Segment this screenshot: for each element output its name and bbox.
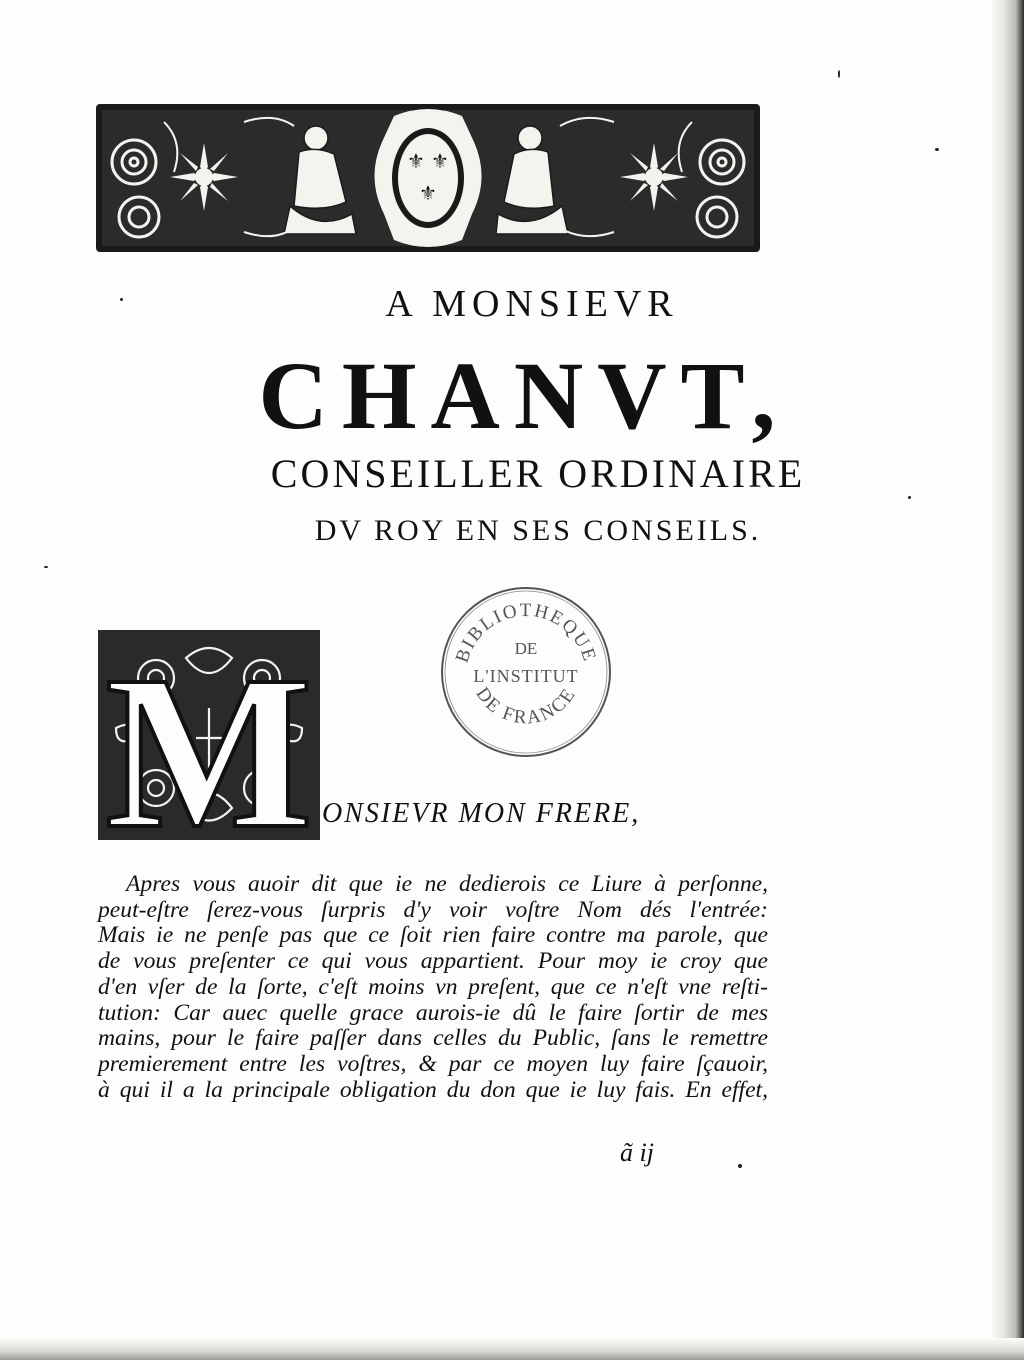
ornamental-headpiece — [94, 102, 762, 254]
ornamental-initial — [96, 628, 322, 842]
body-line: Mais ie ne penſe pas que ce ſoit rien faire contre ma parole, que — [98, 922, 768, 949]
svg-text:DE FRANCE — [472, 684, 581, 729]
title-line-4: DV ROY EN SES CONSEILS. — [314, 514, 762, 547]
title-line-1: A MONSIEVR — [385, 283, 679, 325]
body-paragraph — [98, 872, 768, 1103]
svg-text:⚜: ⚜ — [431, 149, 449, 173]
stamp-text-top: BIBLIOTHEQUE — [451, 599, 601, 666]
signature-mark: ã ij — [620, 1138, 654, 1167]
body-line: mains, pour le faire paſſer dans celles du Public, ſans le remettre — [98, 1025, 768, 1052]
body-line: peut-eſtre ſerez-vous ſurpris d'y voir voſtre Nom dés l'entrée: — [98, 896, 768, 923]
stamp-text-de: DE — [514, 639, 538, 658]
body-line: tution: Car auec quelle grace aurois-ie dû le faire ſortir de mes — [98, 999, 768, 1026]
library-stamp — [438, 584, 614, 760]
page-edge-shadow — [990, 0, 1024, 1360]
salutation: ONSIEVR MON FRERE, — [322, 798, 641, 829]
body-line: d'en vſer de la ſorte, c'eſt moins vn preſent, que ce n'eſt vne reſti- — [98, 973, 768, 1000]
page-bottom-shadow — [0, 1338, 1024, 1360]
stamp-text-bottom: DE FRANCE — [471, 683, 581, 729]
body-line: de vous preſenter ce qui vous appartient. Pour moy ie croy que — [98, 948, 768, 975]
body-line: premierement entre les voſtres, & par ce moyen luy faire ſçauoir, — [98, 1050, 768, 1077]
svg-text:⚜: ⚜ — [419, 181, 437, 205]
initial-letter: M — [105, 630, 313, 842]
stamp-text-institut: L'INSTITUT — [473, 666, 579, 686]
body-line: à qui il a la principale obligation du don que ie luy fais. En effet, — [98, 1076, 768, 1103]
title-line-3: CONSEILLER ORDINAIRE — [270, 451, 806, 496]
svg-text:⚜: ⚜ — [407, 149, 425, 173]
body-line: Apres vous auoir dit que ie ne dedierois ce Liure à perſonne, — [126, 871, 768, 897]
title-line-2: CHANVT, — [258, 342, 790, 449]
